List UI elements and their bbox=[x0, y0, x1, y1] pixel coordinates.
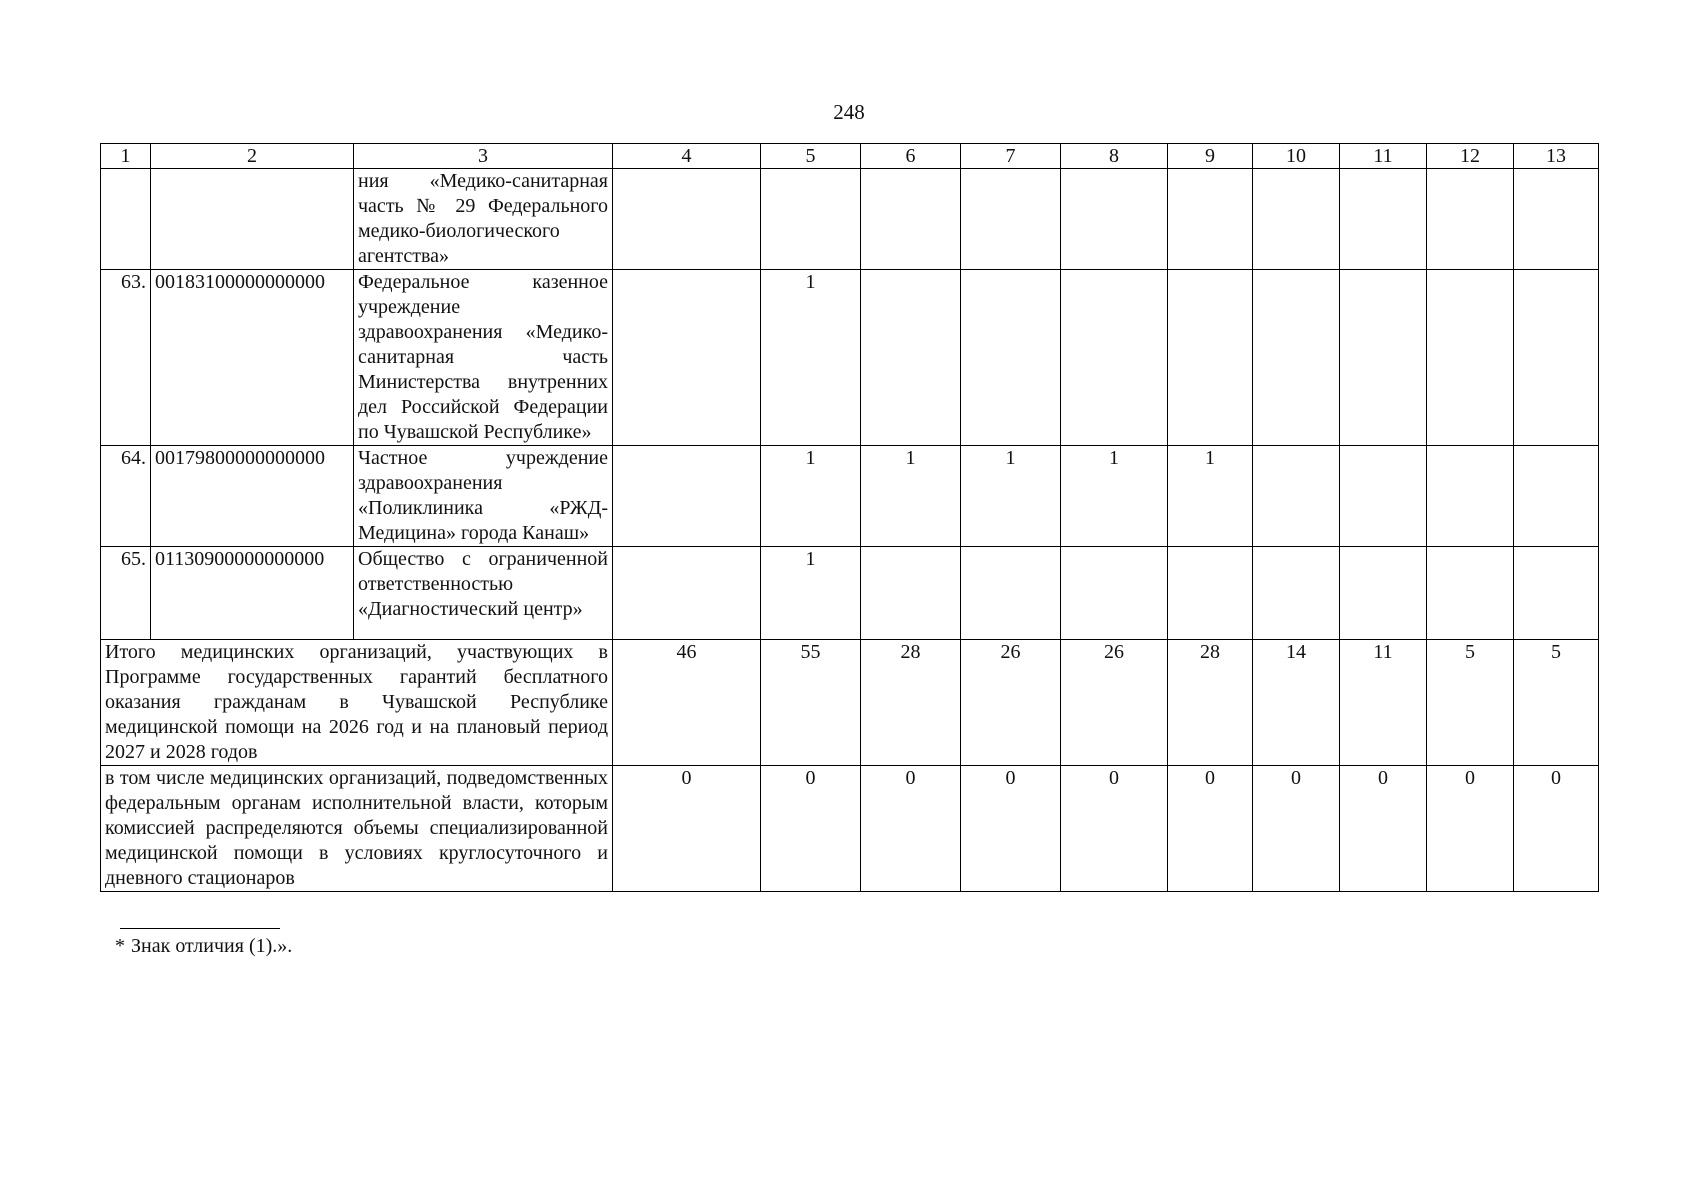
summary-value: 26 bbox=[961, 640, 1061, 766]
value-cell bbox=[1253, 446, 1340, 547]
value-cell: 1 bbox=[1061, 446, 1168, 547]
value-cell bbox=[1340, 169, 1427, 270]
summary-row bbox=[101, 766, 1599, 892]
value-cell bbox=[961, 270, 1061, 446]
value-cell bbox=[761, 169, 861, 270]
value-cell bbox=[613, 547, 761, 640]
value-cell bbox=[961, 547, 1061, 640]
footnote-separator bbox=[120, 928, 280, 929]
organizations-table bbox=[100, 143, 1599, 892]
summary-value: 28 bbox=[1168, 640, 1253, 766]
column-header: 8 bbox=[1061, 144, 1168, 169]
summary-value: 28 bbox=[861, 640, 961, 766]
value-cell bbox=[1253, 547, 1340, 640]
row-number: 64. bbox=[101, 446, 151, 547]
value-cell: 1 bbox=[861, 446, 961, 547]
summary-value: 5 bbox=[1427, 640, 1514, 766]
organization-code: 01130900000000000 bbox=[151, 547, 354, 640]
organization-name: ния «Медико-санитарная часть № 29 Федерального медико-биологического агентства» bbox=[354, 169, 613, 270]
summary-label: Итого медицинских организаций, участвующих в Программе государственных гарантий бесплатного оказания гражданам в Чувашской Республике медицинской помощи на 2026 год и на плановый период 2027 и 2028 годов bbox=[101, 640, 613, 766]
value-cell bbox=[1061, 270, 1168, 446]
column-header: 2 bbox=[151, 144, 354, 169]
footnote-mark: * bbox=[115, 935, 125, 957]
value-cell: 1 bbox=[961, 446, 1061, 547]
value-cell bbox=[1340, 547, 1427, 640]
value-cell bbox=[861, 270, 961, 446]
table-row bbox=[101, 169, 1599, 270]
column-header: 7 bbox=[961, 144, 1061, 169]
value-cell bbox=[1514, 270, 1599, 446]
value-cell bbox=[861, 547, 961, 640]
organization-name: Частное учреждение здравоохранения «Поликлиника «РЖД-Медицина» города Канаш» bbox=[354, 446, 613, 547]
summary-value: 14 bbox=[1253, 640, 1340, 766]
summary-value: 0 bbox=[1340, 766, 1427, 892]
column-header: 9 bbox=[1168, 144, 1253, 169]
value-cell: 1 bbox=[761, 446, 861, 547]
organization-code: 00179800000000000 bbox=[151, 446, 354, 547]
summary-value: 0 bbox=[1514, 766, 1599, 892]
value-cell bbox=[1061, 547, 1168, 640]
summary-value: 0 bbox=[1253, 766, 1340, 892]
summary-value: 26 bbox=[1061, 640, 1168, 766]
organization-name: Федеральное казенное учреждение здравоохранения «Медико-санитарная часть Министерства внутренних дел Российской Федерации по Чувашской Республике» bbox=[354, 270, 613, 446]
footnote bbox=[115, 935, 292, 958]
table-row bbox=[101, 547, 1599, 640]
summary-value: 0 bbox=[961, 766, 1061, 892]
column-header: 3 bbox=[354, 144, 613, 169]
table-row bbox=[101, 446, 1599, 547]
table-row bbox=[101, 270, 1599, 446]
column-header: 1 bbox=[101, 144, 151, 169]
page-number: 248 bbox=[833, 100, 865, 124]
value-cell: 1 bbox=[761, 547, 861, 640]
organization-code: 00183100000000000 bbox=[151, 270, 354, 446]
summary-value: 46 bbox=[613, 640, 761, 766]
value-cell bbox=[613, 270, 761, 446]
value-cell bbox=[961, 169, 1061, 270]
column-header: 12 bbox=[1427, 144, 1514, 169]
row-number: 63. bbox=[101, 270, 151, 446]
column-header: 4 bbox=[613, 144, 761, 169]
summary-value: 0 bbox=[1061, 766, 1168, 892]
value-cell bbox=[613, 169, 761, 270]
row-number: 65. bbox=[101, 547, 151, 640]
summary-row bbox=[101, 640, 1599, 766]
organization-name: Общество с ограниченной ответственностью «Диагностический центр» bbox=[354, 547, 613, 640]
value-cell bbox=[1168, 547, 1253, 640]
column-header: 5 bbox=[761, 144, 861, 169]
value-cell bbox=[1514, 446, 1599, 547]
column-header: 6 bbox=[861, 144, 961, 169]
value-cell bbox=[613, 446, 761, 547]
column-header: 11 bbox=[1340, 144, 1427, 169]
summary-value: 55 bbox=[761, 640, 861, 766]
summary-value: 0 bbox=[1427, 766, 1514, 892]
value-cell bbox=[1514, 169, 1599, 270]
value-cell bbox=[1427, 547, 1514, 640]
column-header: 13 bbox=[1514, 144, 1599, 169]
value-cell bbox=[1427, 446, 1514, 547]
value-cell bbox=[1168, 270, 1253, 446]
column-header: 10 bbox=[1253, 144, 1340, 169]
value-cell bbox=[1427, 270, 1514, 446]
summary-value: 0 bbox=[761, 766, 861, 892]
value-cell bbox=[1061, 169, 1168, 270]
value-cell: 1 bbox=[761, 270, 861, 446]
value-cell: 1 bbox=[1168, 446, 1253, 547]
summary-value: 11 bbox=[1340, 640, 1427, 766]
value-cell bbox=[1427, 169, 1514, 270]
value-cell bbox=[1340, 446, 1427, 547]
summary-value: 5 bbox=[1514, 640, 1599, 766]
value-cell bbox=[1253, 270, 1340, 446]
summary-value: 0 bbox=[613, 766, 761, 892]
value-cell bbox=[1253, 169, 1340, 270]
summary-value: 0 bbox=[861, 766, 961, 892]
summary-value: 0 bbox=[1168, 766, 1253, 892]
value-cell bbox=[1340, 270, 1427, 446]
table-header-row bbox=[101, 144, 1599, 169]
row-number bbox=[101, 169, 151, 270]
value-cell bbox=[1514, 547, 1599, 640]
organization-code bbox=[151, 169, 354, 270]
value-cell bbox=[861, 169, 961, 270]
footnote-text: Знак отличия (1).». bbox=[131, 935, 293, 957]
summary-label: в том числе медицинских организаций, подведомственных федеральным органам исполнительной власти, которым комиссией распределяются объемы специализированной медицинской помощи в условиях круглосуточного и дневного стационаров bbox=[101, 766, 613, 892]
value-cell bbox=[1168, 169, 1253, 270]
